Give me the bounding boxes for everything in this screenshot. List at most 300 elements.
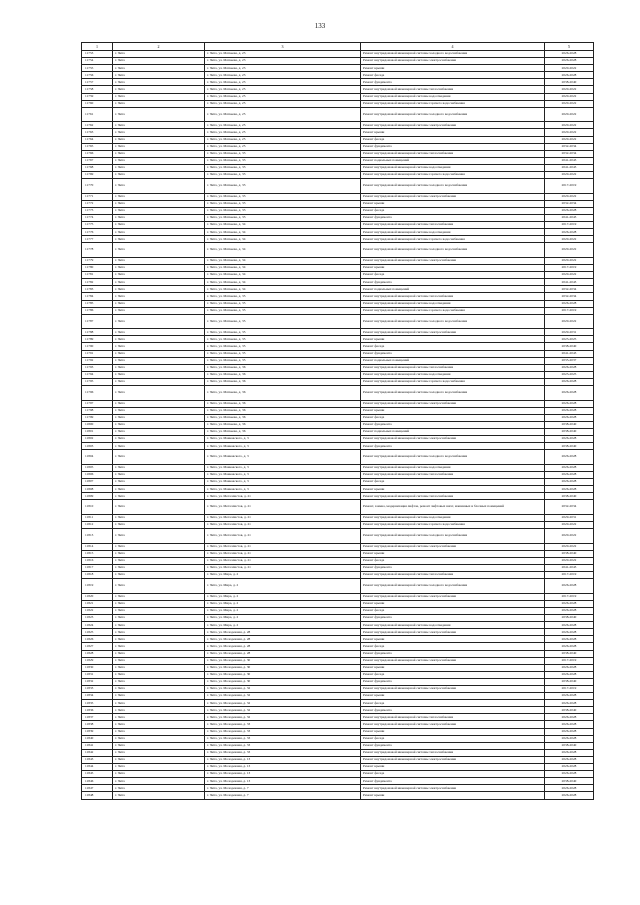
cell-municipality: г. Чита	[113, 300, 205, 307]
cell-row-number: 11760	[82, 100, 113, 107]
table-row	[82, 728, 594, 735]
cell-work-type: Ремонт внутридомовой инженерной системы электроснабжения	[361, 686, 545, 693]
cell-work-type: Ремонт внутридомовой инженерной системы холодного водоснабжения	[361, 529, 545, 544]
cell-row-number: 11786	[82, 307, 113, 314]
table-row	[82, 429, 594, 436]
table-row	[82, 678, 594, 685]
cell-municipality: г. Чита	[113, 164, 205, 171]
cell-address: г. Чита, ул. Матвеева, д. 34	[205, 265, 361, 272]
cell-row-number: 11753	[82, 51, 113, 58]
cell-address: г. Чита, ул. Молодежная, д. 30	[205, 678, 361, 685]
cell-row-number: 11780	[82, 265, 113, 272]
cell-row-number: 11755	[82, 65, 113, 72]
cell-address: г. Чита, ул. Матвеева, д. 25	[205, 107, 361, 122]
header-col-5: 5	[545, 43, 594, 51]
cell-row-number: 11761	[82, 107, 113, 122]
cell-row-number: 11787	[82, 314, 113, 329]
cell-municipality: г. Чита	[113, 643, 205, 650]
cell-address: г. Чита, ул. Матвеева, д. 25	[205, 136, 361, 143]
cell-row-number: 11827	[82, 643, 113, 650]
table-row	[82, 257, 594, 264]
table-row	[82, 550, 594, 557]
table-row	[82, 615, 594, 622]
cell-municipality: г. Чита	[113, 436, 205, 443]
cell-period: 2026-2028	[545, 735, 594, 742]
cell-address: г. Чита, ул. Молодежная, д. 28	[205, 636, 361, 643]
cell-period: 2026-2028	[545, 629, 594, 636]
cell-municipality: г. Чита	[113, 150, 205, 157]
cell-period: 2020-2022	[545, 65, 594, 72]
cell-period: 2020-2022	[545, 122, 594, 129]
cell-row-number: 11796	[82, 386, 113, 401]
cell-address: г. Чита, ул. Матвеева, д. 33	[205, 193, 361, 200]
table-row	[82, 543, 594, 550]
cell-period: 2026-2028	[545, 671, 594, 678]
cell-address: г. Чита, ул. Матвеева, д. 36	[205, 371, 361, 378]
cell-municipality: г. Чита	[113, 421, 205, 428]
table-body	[82, 51, 594, 800]
cell-row-number: 11818	[82, 572, 113, 579]
cell-municipality: г. Чита	[113, 792, 205, 799]
cell-row-number: 11778	[82, 243, 113, 258]
cell-period: 2020-2022	[545, 272, 594, 279]
cell-address: г. Чита, ул. Матвеева, д. 33	[205, 172, 361, 179]
cell-address: г. Чита, ул. Матвеева, д. 35	[205, 300, 361, 307]
cell-municipality: г. Чита	[113, 58, 205, 65]
cell-period: 2026-2028	[545, 436, 594, 443]
cell-row-number: 11842	[82, 749, 113, 756]
table-row	[82, 357, 594, 364]
cell-row-number: 11763	[82, 129, 113, 136]
cell-address: г. Чита, ул. Матвеева, д. 25	[205, 86, 361, 93]
cell-address: г. Чита, ул. Матвеева, д. 35	[205, 314, 361, 329]
cell-municipality: г. Чита	[113, 65, 205, 72]
cell-period: 2026-2028	[545, 414, 594, 421]
cell-period: 2041-2043	[545, 164, 594, 171]
cell-municipality: г. Чита	[113, 51, 205, 58]
table-row	[82, 514, 594, 521]
cell-municipality: г. Чита	[113, 728, 205, 735]
cell-period: 2041-2043	[545, 279, 594, 286]
table-row	[82, 671, 594, 678]
cell-municipality: г. Чита	[113, 229, 205, 236]
cell-row-number: 11756	[82, 72, 113, 79]
cell-municipality: г. Чита	[113, 600, 205, 607]
cell-address: г. Чита, ул. Матвеева, д. 35	[205, 293, 361, 300]
cell-row-number: 11800	[82, 421, 113, 428]
cell-row-number: 11845	[82, 771, 113, 778]
cell-address: г. Чита, ул. Матвеева, д. 35	[205, 336, 361, 343]
header-col-3: 3	[205, 43, 361, 51]
cell-address: г. Чита, ул. Маяковского, д. 3	[205, 436, 361, 443]
cell-row-number: 11841	[82, 742, 113, 749]
header-col-4: 4	[361, 43, 545, 51]
table-row	[82, 107, 594, 122]
cell-municipality: г. Чита	[113, 700, 205, 707]
cell-period: 2041-2043	[545, 350, 594, 357]
cell-row-number: 11834	[82, 693, 113, 700]
cell-work-type: Ремонт фундамента	[361, 79, 545, 86]
cell-work-type: Ремонт крыши	[361, 265, 545, 272]
cell-work-type: Ремонт крыши	[361, 336, 545, 343]
cell-work-type: Ремонт внутридомовой инженерной системы холодного водоснабжения	[361, 450, 545, 465]
cell-work-type: Ремонт фундамента	[361, 707, 545, 714]
cell-row-number: 11819	[82, 579, 113, 594]
cell-address: г. Чита, ул. Матвеева, д. 34	[205, 236, 361, 243]
cell-municipality: г. Чита	[113, 593, 205, 600]
cell-work-type: Ремонт фундамента	[361, 742, 545, 749]
cell-work-type: Ремонт внутридомовой инженерной системы теплоснабжения	[361, 222, 545, 229]
cell-address: г. Чита, ул. Маяковского, д. 3	[205, 471, 361, 478]
table-row	[82, 58, 594, 65]
cell-municipality: г. Чита	[113, 307, 205, 314]
cell-work-type: Ремонт внутридомовой инженерной системы электроснабжения	[361, 400, 545, 407]
cell-period: 2038-2040	[545, 615, 594, 622]
cell-work-type: Ремонт внутридомовой инженерной системы холодного водоснабжения	[361, 107, 545, 122]
cell-municipality: г. Чита	[113, 172, 205, 179]
cell-address: г. Чита, ул. Мира, д. 2	[205, 579, 361, 594]
cell-work-type: Ремонт фасада	[361, 479, 545, 486]
cell-work-type: Ремонт фасада	[361, 207, 545, 214]
cell-period: 2041-2043	[545, 214, 594, 221]
cell-period: 2026-2028	[545, 479, 594, 486]
cell-municipality: г. Чита	[113, 443, 205, 450]
cell-municipality: г. Чита	[113, 200, 205, 207]
table-row	[82, 579, 594, 594]
cell-period: 2023-2025	[545, 336, 594, 343]
cell-municipality: г. Чита	[113, 543, 205, 550]
cell-row-number: 11808	[82, 486, 113, 493]
cell-address: г. Чита, ул. Матвеева, д. 33	[205, 164, 361, 171]
table-row	[82, 693, 594, 700]
table-row	[82, 157, 594, 164]
cell-address: г. Чита, ул. Матвеева, д. 35	[205, 307, 361, 314]
table-row	[82, 172, 594, 179]
cell-municipality: г. Чита	[113, 100, 205, 107]
cell-address: г. Чита, ул. Матвеева, д. 35	[205, 350, 361, 357]
table-row	[82, 164, 594, 171]
cell-work-type: Ремонт фасада	[361, 700, 545, 707]
cell-address: г. Чита, ул. Мира, д. 2	[205, 607, 361, 614]
cell-period: 2038-2040	[545, 650, 594, 657]
cell-work-type: Ремонт внутридомовой инженерной системы электроснабжения	[361, 543, 545, 550]
cell-work-type: Ремонт внутридомовой инженерной системы электроснабжения	[361, 593, 545, 600]
cell-period: 2020-2022	[545, 136, 594, 143]
cell-municipality: г. Чита	[113, 522, 205, 529]
table-row	[82, 778, 594, 785]
cell-municipality: г. Чита	[113, 615, 205, 622]
cell-address: г. Чита, ул. Молодежная, д. 13	[205, 771, 361, 778]
cell-address: г. Чита, ул. Маяковского, д. 3	[205, 479, 361, 486]
cell-municipality: г. Чита	[113, 450, 205, 465]
cell-period: 2026-2028	[545, 464, 594, 471]
table-row	[82, 336, 594, 343]
cell-work-type: Ремонт внутридомовой инженерной системы водоотведения	[361, 93, 545, 100]
cell-row-number: 11807	[82, 479, 113, 486]
cell-period: 2035-2037	[545, 357, 594, 364]
cell-work-type: Ремонт внутридомовой инженерной системы горячего водоснабжения	[361, 307, 545, 314]
cell-address: г. Чита, ул. Молодежная, д. 28	[205, 643, 361, 650]
cell-address: г. Чита, ул. Матвеева, д. 23	[205, 72, 361, 79]
cell-address: г. Чита, ул. Матвеева, д. 36	[205, 429, 361, 436]
cell-address: г. Чита, ул. Молодежная, д. 30	[205, 664, 361, 671]
cell-period: 2029-2031	[545, 329, 594, 336]
cell-period: 2026-2028	[545, 400, 594, 407]
cell-municipality: г. Чита	[113, 607, 205, 614]
cell-municipality: г. Чита	[113, 79, 205, 86]
cell-address: г. Чита, ул. Матвеева, д. 23	[205, 51, 361, 58]
cell-work-type: Ремонт подвальных помещений	[361, 357, 545, 364]
table-row	[82, 464, 594, 471]
cell-municipality: г. Чита	[113, 557, 205, 564]
cell-period: 2032-2034	[545, 293, 594, 300]
cell-municipality: г. Чита	[113, 629, 205, 636]
cell-work-type: Ремонт крыши	[361, 792, 545, 799]
cell-work-type: Ремонт внутридомовой инженерной системы холодного водоснабжения	[361, 579, 545, 594]
table-row	[82, 749, 594, 756]
table-row	[82, 529, 594, 544]
cell-address: г. Чита, ул. Металлистов, д. 21	[205, 514, 361, 521]
cell-address: г. Чита, ул. Матвеева, д. 34	[205, 222, 361, 229]
cell-work-type: Ремонт внутридомовой инженерной системы холодного водоснабжения	[361, 51, 545, 58]
cell-municipality: г. Чита	[113, 350, 205, 357]
cell-municipality: г. Чита	[113, 650, 205, 657]
cell-work-type: Ремонт внутридомовой инженерной системы теплоснабжения	[361, 293, 545, 300]
cell-row-number: 11820	[82, 593, 113, 600]
cell-period: 2029-2031	[545, 514, 594, 521]
table-row	[82, 286, 594, 293]
cell-period: 2026-2028	[545, 622, 594, 629]
cell-address: г. Чита, ул. Матвеева, д. 36	[205, 378, 361, 385]
cell-row-number: 11815	[82, 550, 113, 557]
cell-period: 2026-2028	[545, 721, 594, 728]
cell-municipality: г. Чита	[113, 329, 205, 336]
cell-work-type: Ремонт крыши	[361, 407, 545, 414]
cell-period: 2026-2028	[545, 450, 594, 465]
cell-municipality: г. Чита	[113, 143, 205, 150]
table-row	[82, 572, 594, 579]
cell-row-number: 11832	[82, 678, 113, 685]
table-row	[82, 200, 594, 207]
cell-row-number: 11797	[82, 400, 113, 407]
cell-municipality: г. Чита	[113, 136, 205, 143]
cell-row-number: 11803	[82, 443, 113, 450]
cell-address: г. Чита, ул. Молодежная, д. 33	[205, 735, 361, 742]
cell-municipality: г. Чита	[113, 579, 205, 594]
cell-municipality: г. Чита	[113, 622, 205, 629]
cell-row-number: 11776	[82, 229, 113, 236]
cell-municipality: г. Чита	[113, 486, 205, 493]
cell-row-number: 11831	[82, 671, 113, 678]
cell-period: 2026-2028	[545, 300, 594, 307]
cell-row-number: 11766	[82, 150, 113, 157]
cell-work-type: Ремонт внутридомовой инженерной системы электроснабжения	[361, 257, 545, 264]
table-row	[82, 229, 594, 236]
cell-work-type: Ремонт внутридомовой инженерной системы электроснабжения	[361, 436, 545, 443]
cell-period: 2038-2040	[545, 550, 594, 557]
cell-municipality: г. Чита	[113, 514, 205, 521]
cell-row-number: 11801	[82, 429, 113, 436]
table-row	[82, 714, 594, 721]
table-row	[82, 785, 594, 792]
cell-address: г. Чита, ул. Мира, д. 2	[205, 572, 361, 579]
table-row	[82, 150, 594, 157]
cell-municipality: г. Чита	[113, 414, 205, 421]
cell-work-type: Ремонт внутридомовой инженерной системы теплоснабжения	[361, 493, 545, 500]
cell-period: 2032-2034	[545, 143, 594, 150]
table-row	[82, 65, 594, 72]
cell-period: 2017-2019	[545, 179, 594, 194]
cell-municipality: г. Чита	[113, 122, 205, 129]
cell-work-type: Ремонт фасада	[361, 671, 545, 678]
cell-row-number: 11844	[82, 764, 113, 771]
cell-period: 2020-2022	[545, 86, 594, 93]
cell-row-number: 11809	[82, 493, 113, 500]
cell-row-number: 11817	[82, 565, 113, 572]
cell-row-number: 11757	[82, 79, 113, 86]
cell-work-type: Ремонт крыши	[361, 728, 545, 735]
cell-row-number: 11836	[82, 707, 113, 714]
cell-period: 2026-2028	[545, 607, 594, 614]
cell-address: г. Чита, ул. Металлистов, д. 21	[205, 565, 361, 572]
table-row	[82, 143, 594, 150]
cell-row-number: 11773	[82, 207, 113, 214]
table-row	[82, 414, 594, 421]
cell-period: 2020-2022	[545, 193, 594, 200]
cell-work-type: Ремонт фасада	[361, 643, 545, 650]
cell-row-number: 11835	[82, 700, 113, 707]
cell-work-type: Ремонт внутридомовой инженерной системы холодного водоснабжения	[361, 386, 545, 401]
cell-period: 2020-2022	[545, 529, 594, 544]
cell-row-number: 11825	[82, 629, 113, 636]
cell-period: 2020-2022	[545, 236, 594, 243]
cell-row-number: 11824	[82, 622, 113, 629]
cell-address: г. Чита, ул. Матвеева, д. 23	[205, 58, 361, 65]
cell-row-number: 11754	[82, 58, 113, 65]
table-row	[82, 664, 594, 671]
cell-row-number: 11798	[82, 407, 113, 414]
cell-municipality: г. Чита	[113, 86, 205, 93]
table-row	[82, 51, 594, 58]
cell-address: г. Чита, ул. Матвеева, д. 36	[205, 400, 361, 407]
cell-work-type: Ремонт фундамента	[361, 421, 545, 428]
table-row	[82, 214, 594, 221]
table-row	[82, 771, 594, 778]
table-row	[82, 471, 594, 478]
cell-row-number: 11843	[82, 756, 113, 763]
table-row	[82, 522, 594, 529]
cell-work-type: Ремонт крыши	[361, 200, 545, 207]
cell-municipality: г. Чита	[113, 371, 205, 378]
cell-municipality: г. Чита	[113, 272, 205, 279]
header-col-2: 2	[113, 43, 205, 51]
cell-row-number: 11828	[82, 650, 113, 657]
cell-address: г. Чита, ул. Молодежная, д. 33	[205, 749, 361, 756]
cell-row-number: 11848	[82, 792, 113, 799]
cell-row-number: 11794	[82, 371, 113, 378]
cell-municipality: г. Чита	[113, 407, 205, 414]
cell-work-type: Ремонт внутридомовой инженерной системы водоотведения	[361, 229, 545, 236]
cell-period: 2026-2028	[545, 792, 594, 799]
cell-row-number: 11822	[82, 607, 113, 614]
cell-period: 2026-2028	[545, 643, 594, 650]
table-row	[82, 122, 594, 129]
cell-work-type: Ремонт внутридомовой инженерной системы электроснабжения	[361, 629, 545, 636]
table-row	[82, 371, 594, 378]
cell-period: 2032-2034	[545, 150, 594, 157]
cell-period: 2038-2040	[545, 493, 594, 500]
cell-work-type: Ремонт внутридомовой инженерной системы теплоснабжения	[361, 471, 545, 478]
cell-period: 2020-2022	[545, 172, 594, 179]
cell-address: г. Чита, ул. Металлистов, д. 21	[205, 550, 361, 557]
cell-work-type: Ремонт внутридомовой инженерной системы электроснабжения	[361, 756, 545, 763]
cell-row-number: 11793	[82, 364, 113, 371]
cell-period: 2038-2040	[545, 707, 594, 714]
cell-work-type: Ремонт подвальных помещений	[361, 157, 545, 164]
table-row	[82, 400, 594, 407]
table-row	[82, 93, 594, 100]
cell-period: 2038-2040	[545, 343, 594, 350]
cell-municipality: г. Чита	[113, 721, 205, 728]
cell-address: г. Чита, ул. Мира, д. 2	[205, 615, 361, 622]
cell-municipality: г. Чита	[113, 378, 205, 385]
cell-address: г. Чита, ул. Молодежная, д. 32	[205, 714, 361, 721]
cell-address: г. Чита, ул. Молодежная, д. 13	[205, 764, 361, 771]
table-row	[82, 643, 594, 650]
cell-row-number: 11837	[82, 714, 113, 721]
cell-work-type: Ремонт внутридомовой инженерной системы холодного водоснабжения	[361, 243, 545, 258]
cell-work-type: Ремонт, замена, модернизация лифтов, ремонт лифтовых шахт, машинных и блочных помещений	[361, 500, 545, 515]
cell-period: 2026-2028	[545, 771, 594, 778]
cell-period: 2026-2028	[545, 364, 594, 371]
cell-period: 2032-2034	[545, 286, 594, 293]
cell-address: г. Чита, ул. Матвеева, д. 25	[205, 93, 361, 100]
cell-work-type: Ремонт крыши	[361, 486, 545, 493]
cell-row-number: 11784	[82, 293, 113, 300]
cell-municipality: г. Чита	[113, 286, 205, 293]
cell-address: г. Чита, ул. Молодежная, д. 32	[205, 700, 361, 707]
cell-period: 2017-2019	[545, 222, 594, 229]
cell-period: 2026-2028	[545, 785, 594, 792]
cell-period: 2026-2028	[545, 728, 594, 735]
cell-municipality: г. Чита	[113, 771, 205, 778]
cell-period: 2026-2028	[545, 749, 594, 756]
cell-address: г. Чита, ул. Матвеева, д. 36	[205, 386, 361, 401]
cell-address: г. Чита, ул. Маяковского, д. 3	[205, 443, 361, 450]
table-row	[82, 629, 594, 636]
cell-work-type: Ремонт внутридомовой инженерной системы водоотведения	[361, 300, 545, 307]
cell-row-number: 11790	[82, 343, 113, 350]
cell-address: г. Чита, ул. Матвеева, д. 34	[205, 229, 361, 236]
table-row	[82, 343, 594, 350]
cell-work-type: Ремонт подвальных помещений	[361, 286, 545, 293]
cell-address: г. Чита, ул. Матвеева, д. 34	[205, 286, 361, 293]
cell-row-number: 11789	[82, 336, 113, 343]
cell-period: 2020-2022	[545, 93, 594, 100]
cell-address: г. Чита, ул. Металлистов, д. 21	[205, 522, 361, 529]
cell-municipality: г. Чита	[113, 500, 205, 515]
cell-work-type: Ремонт внутридомовой инженерной системы водоотведения	[361, 622, 545, 629]
cell-work-type: Ремонт фасада	[361, 136, 545, 143]
cell-work-type: Ремонт фундамента	[361, 650, 545, 657]
table-row	[82, 735, 594, 742]
cell-municipality: г. Чита	[113, 243, 205, 258]
cell-municipality: г. Чита	[113, 343, 205, 350]
cell-municipality: г. Чита	[113, 464, 205, 471]
cell-work-type: Ремонт внутридомовой инженерной системы электроснабжения	[361, 122, 545, 129]
cell-work-type: Ремонт внутридомовой инженерной системы теплоснабжения	[361, 749, 545, 756]
cell-municipality: г. Чита	[113, 179, 205, 194]
